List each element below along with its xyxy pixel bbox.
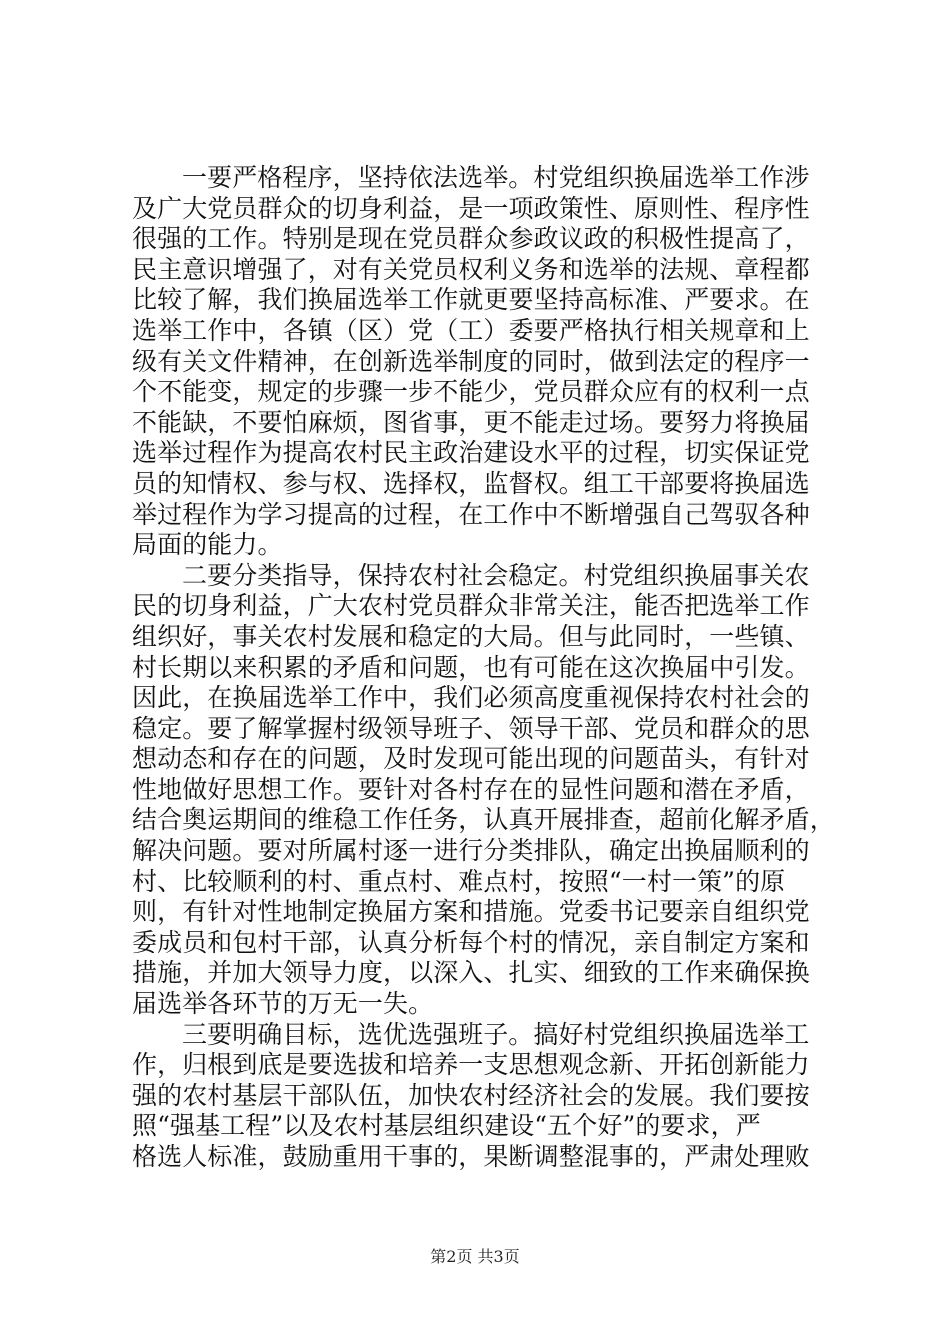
document-body [132, 163, 835, 1173]
text-line: 三要明确目标，选优选强班子。搞好村党组织换届选举工 [182, 1019, 810, 1049]
text-line: 措施，并加大领导力度，以深入、扎实、细致的工作来确保换 [132, 958, 810, 988]
text-line: 员的知情权、参与权、选择权，监督权。组工干部要将换届选 [132, 468, 810, 498]
text-line: 解决问题。要对所属村逐一进行分类排队，确定出换届顺利的 [132, 836, 810, 866]
paragraph-1 [132, 163, 832, 561]
text-line: 民主意识增强了，对有关党员权利义务和选举的法规、章程都 [132, 254, 810, 284]
text-line: 级有关文件精神，在创新选举制度的同时，做到法定的程序一 [132, 346, 810, 376]
text-line: 想动态和存在的问题，及时发现可能出现的问题苗头，有针对 [132, 744, 810, 774]
text-line: 稳定。要了解掌握村级领导班子、领导干部、党员和群众的思 [132, 713, 810, 743]
page-footer: 第2页 共3页 [430, 1247, 520, 1266]
text-line: 结合奥运期间的维稳工作任务，认真开展排查，超前化解矛盾， [132, 805, 835, 835]
text-line: 比较了解，我们换届选举工作就更要坚持高标准、严要求。在 [132, 285, 810, 315]
text-line: 村长期以来积累的矛盾和问题，也有可能在这次换届中引发。 [132, 652, 810, 682]
text-line: 选举工作中，各镇（区）党（工）委要严格执行相关规章和上 [132, 315, 810, 345]
text-line: 届选举各环节的万无一失。 [132, 989, 434, 1019]
text-line: 二要分类指导，保持农村社会稳定。村党组织换届事关农 [182, 560, 810, 590]
text-line: 很强的工作。特别是现在党员群众参政议政的积极性提高了， [132, 224, 810, 254]
text-line: 不能缺，不要怕麻烦，图省事，更不能走过场。要努力将换届 [132, 407, 810, 437]
text-line: 村、比较顺利的村、重点村、难点村，按照“一村一策”的原 [132, 866, 786, 896]
paragraph-3 [132, 1020, 832, 1173]
text-line: 举过程作为学习提高的过程，在工作中不断增强自己驾驭各种 [132, 499, 810, 529]
text-line: 民的切身利益，广大农村党员群众非常关注，能否把选举工作 [132, 591, 810, 621]
text-line: 则，有针对性地制定换届方案和措施。党委书记要亲自组织党 [132, 897, 810, 927]
text-line: 选举过程作为提高农村民主政治建设水平的过程，切实保证党 [132, 438, 810, 468]
text-line: 格选人标准，鼓励重用干事的，果断调整混事的，严肃处理败 [132, 1142, 810, 1171]
text-line: 及广大党员群众的切身利益，是一项政策性、原则性、程序性 [132, 193, 810, 223]
text-line: 一要严格程序，坚持依法选举。村党组织换届选举工作涉 [182, 163, 810, 192]
text-line: 作，归根到底是要选拔和培养一支思想观念新、开拓创新能力 [132, 1050, 810, 1080]
text-line: 照“强基工程”以及农村基层组织建设“五个好”的要求，严 [132, 1111, 761, 1141]
text-line: 个不能变，规定的步骤一步不能少，党员群众应有的权利一点 [132, 377, 810, 407]
text-line: 强的农村基层干部队伍，加快农村经济社会的发展。我们要按 [132, 1080, 810, 1110]
paragraph-2 [132, 560, 835, 1020]
text-line: 局面的能力。 [132, 530, 283, 560]
text-line: 委成员和包村干部，认真分析每个村的情况，亲自制定方案和 [132, 927, 810, 957]
text-line: 组织好，事关农村发展和稳定的大局。但与此同时，一些镇、 [132, 621, 810, 651]
text-line: 性地做好思想工作。要针对各村存在的显性问题和潜在矛盾， [132, 774, 810, 804]
text-line: 因此，在换届选举工作中，我们必须高度重视保持农村社会的 [132, 683, 810, 713]
